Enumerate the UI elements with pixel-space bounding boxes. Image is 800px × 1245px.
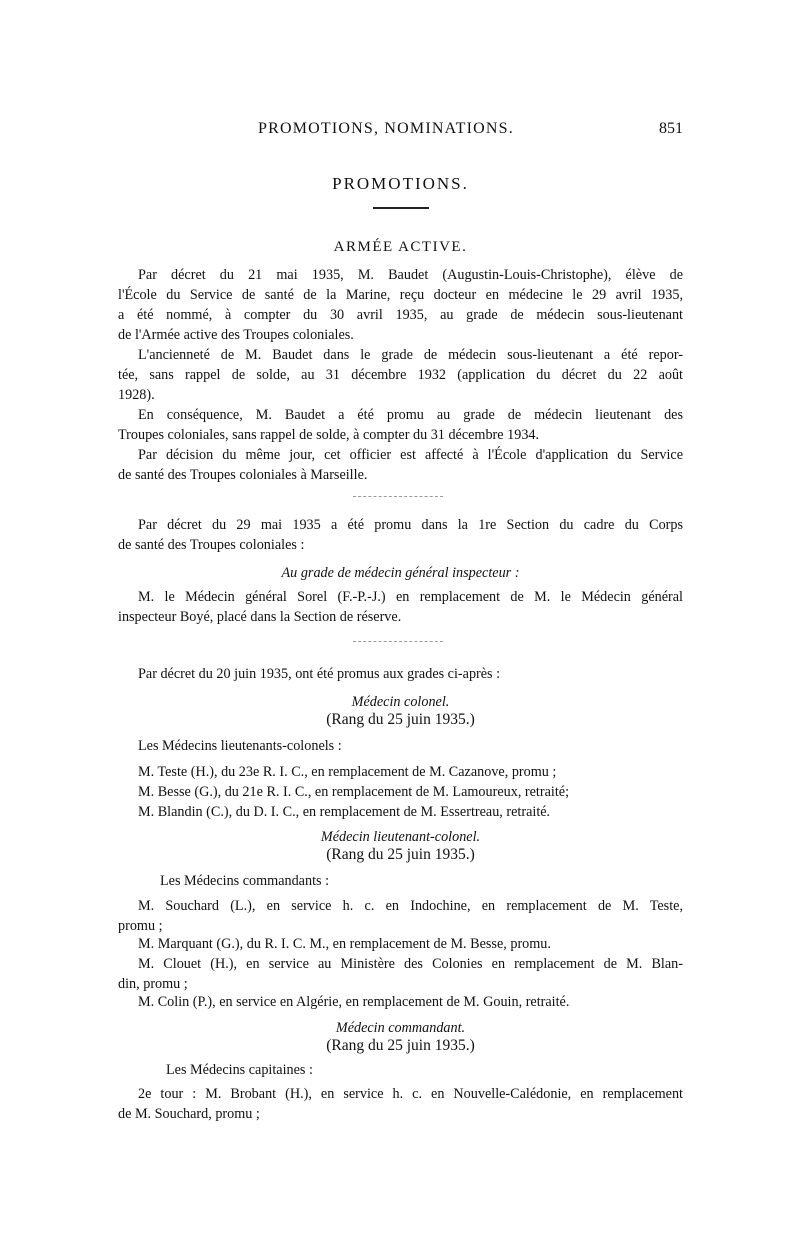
rank-date: (Rang du 25 juin 1935.)	[326, 1037, 475, 1054]
text-line: Par décret du 21 mai 1935, M. Baudet (Augustin-Louis-Christophe), élève de	[138, 267, 683, 283]
rank-date: (Rang du 25 juin 1935.)	[326, 711, 475, 728]
text-line: a été nommé, à compter du 30 avril 1935, au grade de médecin sous-lieutenant	[118, 307, 683, 323]
running-header	[118, 120, 683, 142]
running-title: PROMOTIONS, NOMINATIONS.	[258, 120, 514, 137]
text-line: 2e tour : M. Brobant (H.), en service h. c. en Nouvelle-Calédonie, en remplacement	[138, 1086, 683, 1102]
text-line: de santé des Troupes coloniales :	[118, 537, 305, 553]
grade-subheading: Médecin colonel.	[351, 694, 450, 710]
text-line: Troupes coloniales, sans rappel de solde, à compter du 31 décembre 1934.	[118, 427, 540, 443]
text-line: En conséquence, M. Baudet a été promu au grade de médecin lieutenant des	[138, 407, 683, 423]
separator	[353, 496, 443, 497]
text-line: din, promu ;	[118, 976, 188, 992]
section-heading: ARMÉE ACTIVE.	[333, 239, 468, 255]
text-line: de l'Armée active des Troupes coloniales.	[118, 327, 354, 343]
text-line: M. le Médecin général Sorel (F.-P.-J.) en remplacement de M. le Médecin général	[138, 589, 683, 605]
text-line: Les Médecins capitaines :	[166, 1062, 313, 1078]
text-line: tée, sans rappel de solde, au 31 décembre 1932 (application du décret du 22 août	[118, 367, 683, 383]
text-line: l'École du Service de santé de la Marine, reçu docteur en médecine le 29 avril 1935,	[118, 287, 683, 303]
text-line: M. Souchard (L.), en service h. c. en Indochine, en remplacement de M. Teste,	[138, 898, 683, 914]
text-line: Les Médecins commandants :	[160, 873, 330, 889]
text-line: M. Besse (G.), du 21e R. I. C., en remplacement de M. Lamoureux, retraité;	[138, 784, 570, 800]
separator	[353, 641, 443, 642]
page-number: 851	[659, 120, 683, 137]
grade-subheading: Au grade de médecin général inspecteur :	[281, 565, 520, 581]
text-line: Par décret du 29 mai 1935 a été promu dans la 1re Section du cadre du Corps	[138, 517, 683, 533]
grade-subheading: Médecin lieutenant-colonel.	[320, 829, 481, 845]
text-line: L'ancienneté de M. Baudet dans le grade de médecin sous-lieutenant a été repor-	[138, 347, 683, 363]
text-line: M. Clouet (H.), en service au Ministère des Colonies en remplacement de M. Blan-	[138, 956, 683, 972]
text-line: M. Teste (H.), du 23e R. I. C., en remplacement de M. Cazanove, promu ;	[138, 764, 557, 780]
text-line: Par décret du 20 juin 1935, ont été promus aux grades ci-après :	[138, 666, 501, 682]
title-rule	[373, 207, 429, 209]
text-line: inspecteur Boyé, placé dans la Section de réserve.	[118, 609, 402, 625]
grade-subheading: Médecin commandant.	[335, 1020, 466, 1036]
text-line: M. Colin (P.), en service en Algérie, en remplacement de M. Gouin, retraité.	[138, 994, 570, 1010]
rank-date: (Rang du 25 juin 1935.)	[326, 846, 475, 863]
text-line: M. Blandin (C.), du D. I. C., en remplacement de M. Essertreau, retraité.	[138, 804, 551, 820]
text-line: de M. Souchard, promu ;	[118, 1106, 260, 1122]
text-line: 1928).	[118, 387, 155, 403]
page-title: PROMOTIONS.	[332, 174, 469, 193]
text-line: de santé des Troupes coloniales à Marseille.	[118, 467, 368, 483]
text-line: Par décision du même jour, cet officier est affecté à l'École d'application du Service	[138, 447, 683, 463]
text-line: M. Marquant (G.), du R. I. C. M., en remplacement de M. Besse, promu.	[138, 936, 551, 952]
text-line: Les Médecins lieutenants-colonels :	[138, 738, 342, 754]
text-line: promu ;	[118, 918, 163, 934]
